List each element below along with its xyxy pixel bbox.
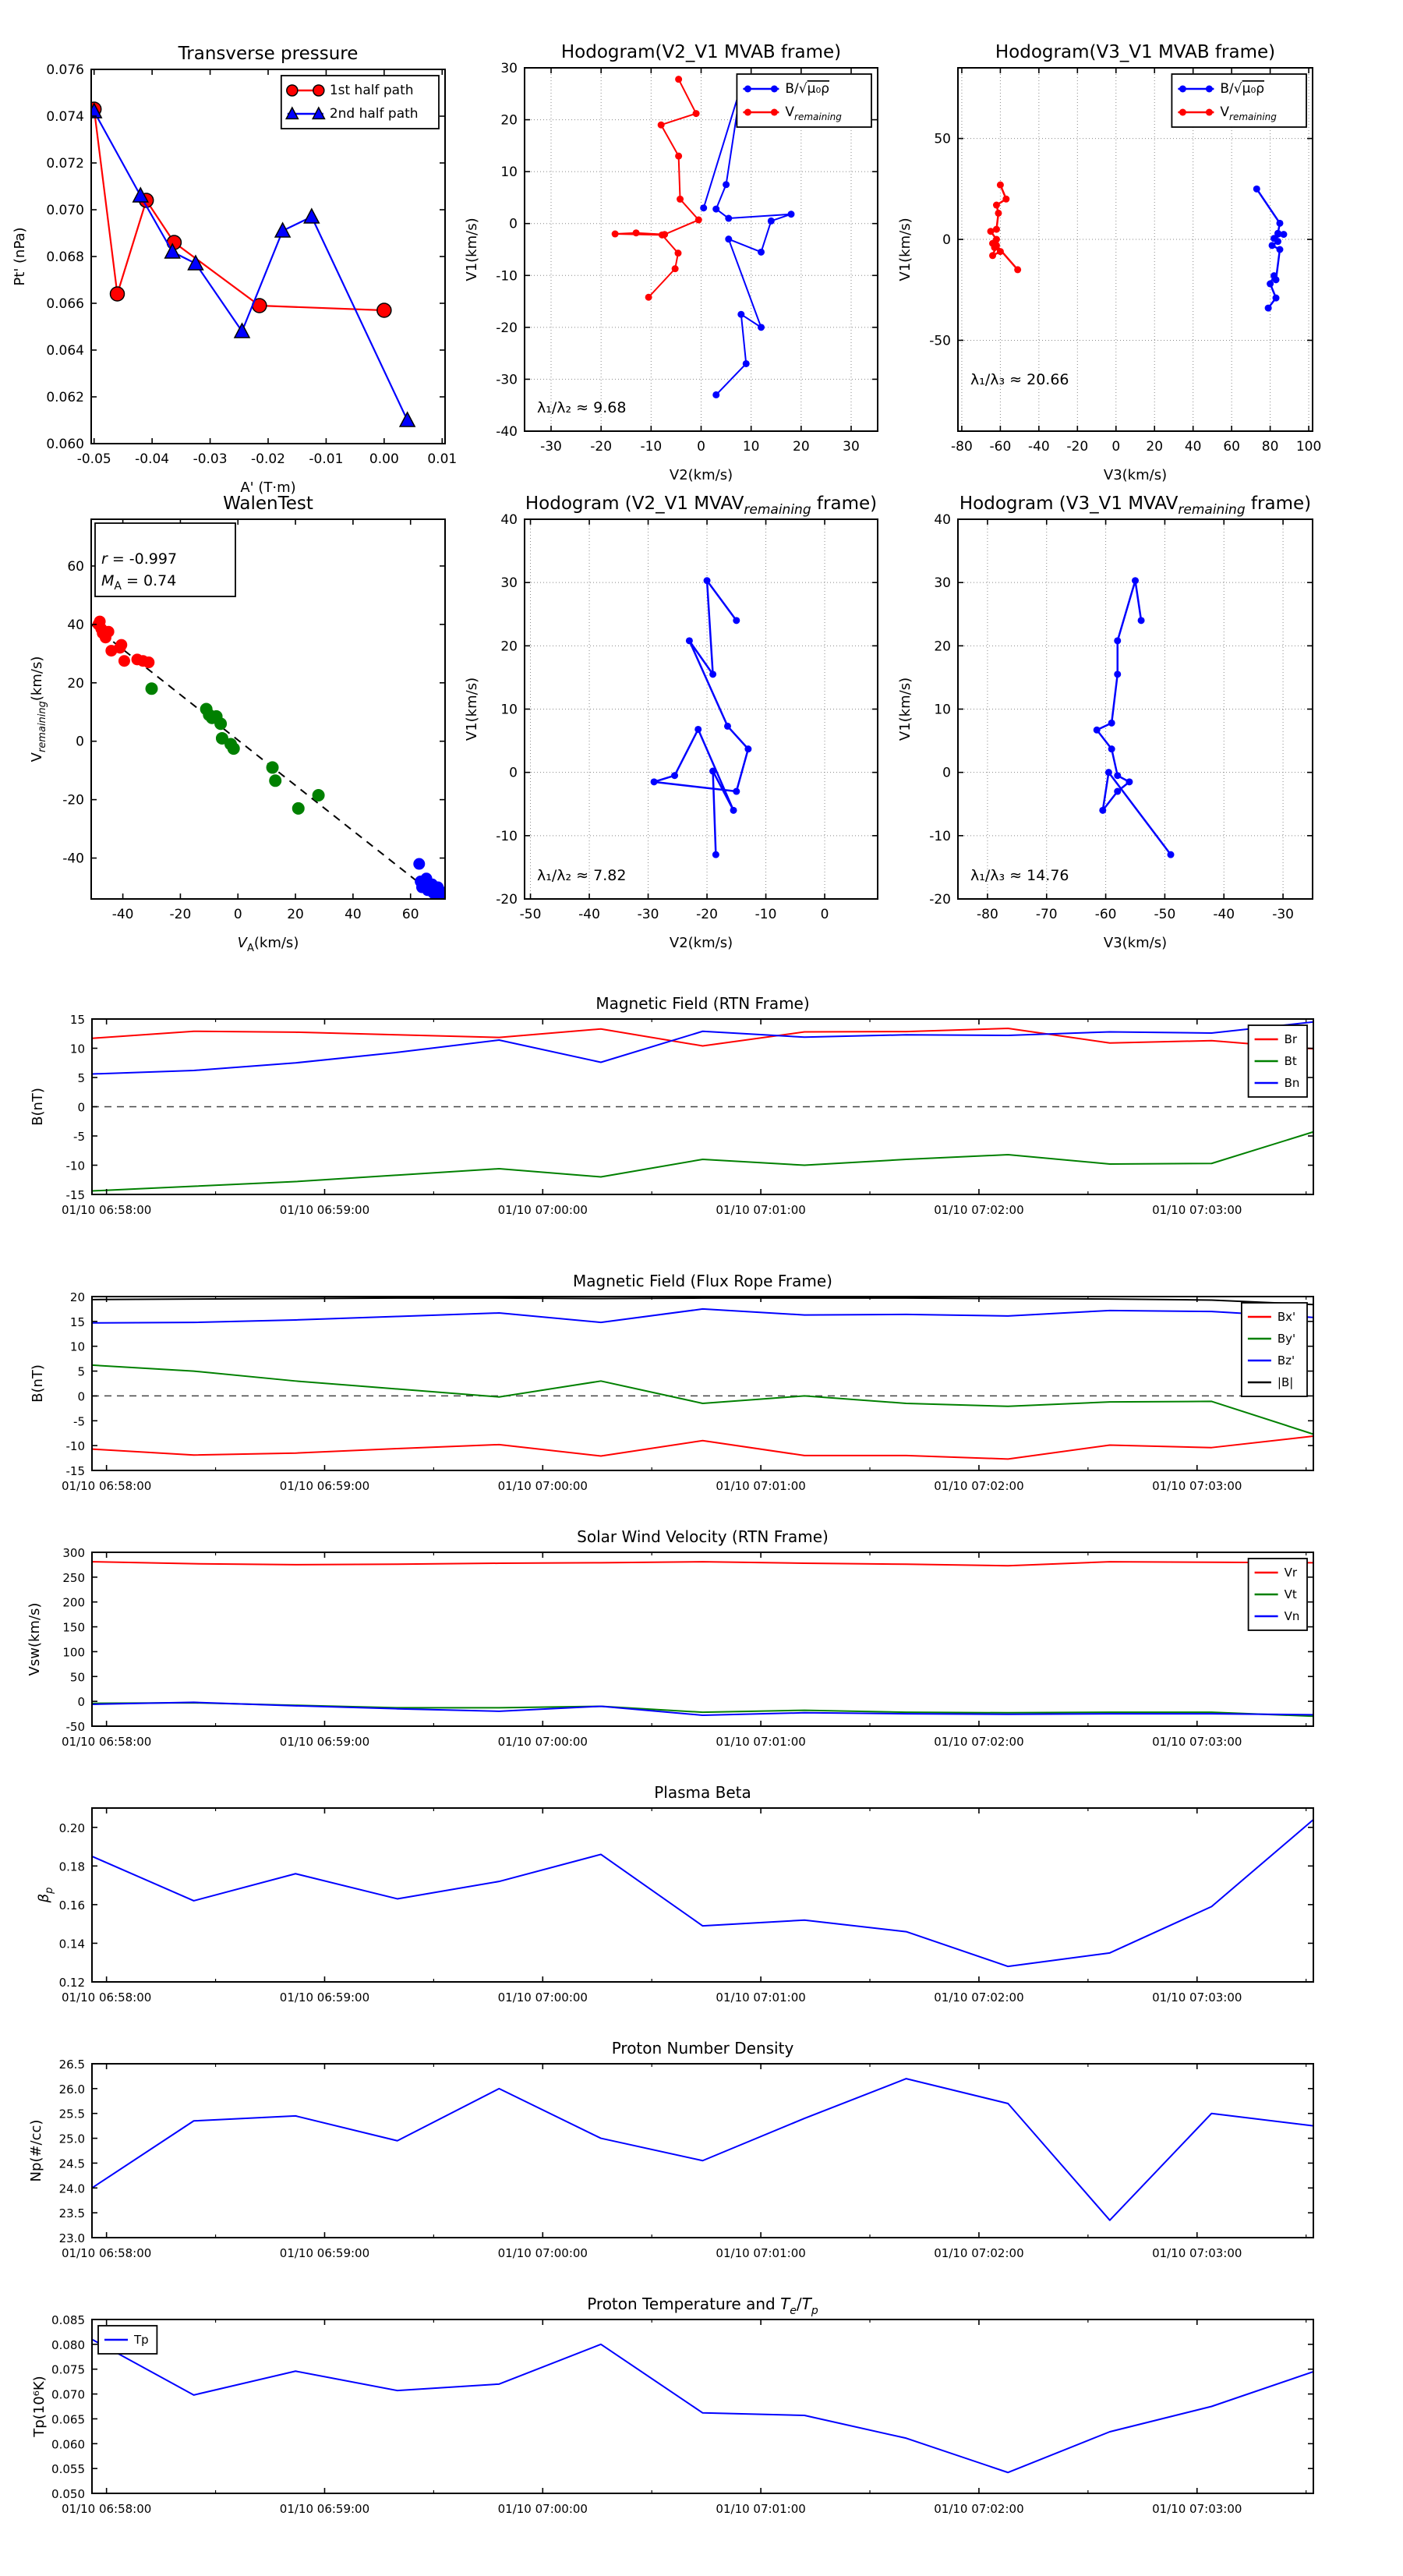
x-tick-label: 01/10 06:58:00: [61, 1735, 152, 1749]
y-tick-label: 5: [77, 1364, 85, 1379]
y-axis-label: Vsw(km/s): [27, 1602, 43, 1676]
x-tick-label: 01/10 06:58:00: [61, 1990, 152, 2005]
y-tick-label: 0: [76, 734, 84, 750]
y-tick-label: 0.060: [46, 437, 84, 452]
x-tick-label: -80: [977, 907, 998, 922]
y-tick-label: -40: [496, 424, 518, 440]
annotation-line: λ₁/λ₃ ≈ 20.66: [970, 371, 1069, 388]
y-tick-label: 0.20: [58, 1821, 85, 1835]
x-tick-label: 100: [1295, 439, 1322, 455]
x-tick-label: 01/10 07:00:00: [497, 2502, 588, 2516]
annotation-line: r = -0.997: [101, 550, 178, 568]
y-tick-label: -10: [65, 1159, 85, 1173]
x-tick-label: -60: [989, 439, 1012, 455]
legend-label: Tp: [134, 2333, 149, 2347]
y-tick-label: 10: [69, 1339, 85, 1354]
y-tick-label: 0.070: [46, 203, 84, 218]
x-tick-label: 01/10 07:00:00: [497, 1990, 588, 2005]
panel-hodogram-v3v1-mvav: [897, 494, 1313, 951]
x-tick-label: 01/10 07:02:00: [934, 2502, 1024, 2516]
panel-transverse-pressure: [12, 44, 457, 496]
x-tick-label: 01/10 07:03:00: [1152, 2502, 1242, 2516]
y-tick-label: 0.16: [58, 1898, 85, 1913]
x-tick-label: -0.02: [251, 451, 285, 467]
x-tick-label: 20: [793, 439, 810, 455]
x-tick-label: 40: [345, 907, 362, 922]
y-axis-label: $\beta_p$: [36, 1887, 55, 1903]
legend-label: |B|: [1277, 1375, 1294, 1389]
x-axis-label: $V_A(km/s)$: [237, 935, 299, 954]
legend-label: Bt: [1284, 1054, 1297, 1068]
legend-label: $V_{remaining}$: [1220, 104, 1277, 122]
y-tick-label: 0.066: [46, 296, 84, 312]
x-tick-label: -40: [578, 907, 600, 922]
legend-label: Vt: [1284, 1587, 1297, 1601]
y-tick-label: 60: [67, 558, 84, 575]
legend-label: B/√μ₀ρ: [1220, 81, 1265, 97]
x-tick-label: -50: [519, 907, 542, 922]
y-tick-label: 50: [934, 131, 951, 147]
y-tick-label: 20: [67, 675, 84, 692]
y-tick-label: 23.5: [58, 2206, 85, 2221]
x-tick-label: 10: [742, 439, 760, 455]
y-tick-label: -50: [929, 333, 951, 349]
y-tick-label: 20: [500, 112, 518, 129]
y-tick-label: 30: [934, 575, 951, 592]
y-tick-label: 0.065: [51, 2412, 85, 2427]
y-tick-label: 0.064: [46, 343, 84, 359]
panel-title: Hodogram (V3_V1 $MVAV_{remaining}$ frame): [959, 494, 1312, 518]
y-tick-label: 0.12: [58, 1976, 85, 1990]
y-tick-label: 15: [69, 1013, 85, 1027]
panel-title: Proton Temperature and $T_e/T_p$: [587, 2295, 818, 2317]
legend: [1242, 1303, 1307, 1396]
x-tick-label: 20: [1146, 439, 1164, 455]
annotation-line: λ₁/λ₂ ≈ 7.82: [537, 867, 627, 884]
x-tick-label: 01/10 07:01:00: [716, 1990, 806, 2005]
legend-label: Vr: [1284, 1566, 1298, 1580]
y-tick-label: 0: [77, 1695, 85, 1710]
y-tick-label: 0.060: [51, 2437, 85, 2452]
panel-title: WalenTest: [223, 494, 313, 514]
y-tick-label: 25.5: [58, 2107, 85, 2121]
x-tick-label: 01/10 06:59:00: [279, 1735, 370, 1749]
x-tick-label: 01/10 07:03:00: [1152, 1479, 1242, 1493]
x-tick-label: 01/10 07:00:00: [497, 2246, 588, 2260]
y-tick-label: 40: [934, 512, 951, 528]
panel-hodogram-v3v1-mvab: [897, 42, 1321, 483]
legend-label: Vn: [1284, 1609, 1300, 1623]
x-tick-label: 0: [233, 907, 242, 922]
annotation-line: $M_A = 0.74$: [101, 572, 177, 593]
x-tick-label: 01/10 06:59:00: [279, 2502, 370, 2516]
x-tick-label: 01/10 07:01:00: [716, 1203, 806, 1217]
y-tick-label: 26.0: [58, 2082, 85, 2097]
y-axis-label: B(nT): [30, 1364, 46, 1403]
x-tick-label: 01/10 07:03:00: [1152, 1203, 1242, 1217]
y-tick-label: -30: [496, 372, 518, 388]
y-tick-label: -20: [496, 892, 518, 908]
y-tick-label: 10: [69, 1042, 85, 1056]
y-tick-label: -10: [929, 828, 951, 844]
y-tick-label: 0: [509, 216, 518, 232]
x-tick-label: 20: [287, 907, 304, 922]
x-tick-label: 0.01: [427, 451, 458, 467]
y-tick-label: 30: [500, 61, 518, 76]
x-tick-label: -40: [1027, 439, 1050, 455]
y-tick-label: 10: [500, 702, 518, 718]
legend-label: 2nd half path: [329, 106, 419, 122]
x-tick-label: 01/10 06:59:00: [279, 1990, 370, 2005]
panel-magnetic-field-flux-rope: [30, 1272, 1313, 1493]
legend-label: Bz': [1277, 1353, 1295, 1368]
y-tick-label: 15: [69, 1315, 85, 1329]
x-tick-label: 01/10 07:02:00: [934, 1479, 1024, 1493]
legend-label: By': [1277, 1332, 1296, 1346]
y-tick-label: -40: [62, 851, 84, 867]
y-tick-label: 10: [934, 702, 951, 718]
y-tick-label: 5: [77, 1071, 85, 1085]
y-tick-label: 0: [942, 765, 951, 781]
annotation: [970, 867, 1069, 884]
y-tick-label: -10: [65, 1439, 85, 1454]
y-tick-label: 30: [500, 575, 518, 592]
y-tick-label: 50: [69, 1670, 85, 1685]
x-tick-label: -80: [951, 439, 973, 455]
y-tick-label: 200: [62, 1595, 85, 1610]
x-tick-label: -30: [1272, 907, 1294, 922]
x-tick-label: -10: [755, 907, 777, 922]
x-tick-label: -20: [590, 439, 613, 455]
y-tick-label: 0.068: [46, 249, 84, 265]
x-tick-label: 01/10 07:00:00: [497, 1479, 588, 1493]
y-tick-label: -15: [65, 1464, 85, 1478]
x-tick-label: 30: [843, 439, 860, 455]
y-tick-label: 0: [77, 1100, 85, 1115]
panel-title: Proton Number Density: [611, 2039, 794, 2058]
x-tick-label: -40: [1213, 907, 1235, 922]
x-tick-label: 01/10 07:02:00: [934, 2246, 1024, 2260]
panel-plasma-beta: [36, 1783, 1313, 2005]
y-tick-label: 0.050: [51, 2487, 85, 2501]
panel-magnetic-field-rtn: [30, 994, 1313, 1217]
y-tick-label: 0.076: [46, 62, 84, 78]
x-tick-label: -0.03: [193, 451, 228, 467]
x-tick-label: 01/10 06:58:00: [61, 1203, 152, 1217]
y-tick-label: 24.0: [58, 2181, 85, 2196]
y-tick-label: 0: [77, 1389, 85, 1404]
legend: [737, 74, 871, 127]
y-tick-label: 40: [500, 512, 518, 528]
panel-title: Magnetic Field (Flux Rope Frame): [573, 1272, 832, 1290]
legend: [1249, 1025, 1307, 1097]
y-tick-label: -5: [73, 1414, 85, 1429]
x-tick-label: -20: [169, 907, 192, 922]
annotation: [537, 399, 626, 416]
y-tick-label: -5: [73, 1130, 85, 1144]
y-axis-label: B(nT): [30, 1088, 46, 1126]
y-tick-label: 300: [62, 1546, 85, 1560]
y-tick-label: 0.080: [51, 2337, 85, 2352]
y-tick-label: -10: [496, 268, 518, 285]
legend-label: $V_{remaining}$: [785, 104, 842, 122]
x-tick-label: -0.05: [76, 451, 111, 467]
y-axis-label: V1(km/s): [464, 677, 480, 741]
x-tick-label: 80: [1261, 439, 1279, 455]
y-tick-label: 26.5: [58, 2058, 85, 2072]
y-axis-label: V1(km/s): [464, 218, 480, 281]
y-axis-label: V1(km/s): [897, 677, 914, 741]
legend: [98, 2326, 157, 2354]
y-tick-label: 23.0: [58, 2231, 85, 2245]
x-tick-label: -10: [640, 439, 663, 455]
y-axis-label: Tp(10⁶K): [31, 2376, 48, 2437]
y-tick-label: -50: [65, 1720, 85, 1734]
x-tick-label: -20: [1066, 439, 1089, 455]
panel-solar-wind-velocity-rtn: [27, 1527, 1313, 1749]
panel-title: Hodogram(V3_V1 MVAB frame): [995, 42, 1276, 62]
panel-title: Magnetic Field (RTN Frame): [595, 994, 810, 1013]
y-tick-label: -20: [62, 792, 84, 809]
x-tick-label: 01/10 07:01:00: [716, 1735, 806, 1749]
x-tick-label: 01/10 07:01:00: [716, 1479, 806, 1493]
y-tick-label: 100: [62, 1645, 85, 1660]
x-tick-label: 01/10 07:01:00: [716, 2246, 806, 2260]
y-tick-label: 40: [67, 617, 84, 633]
x-tick-label: 60: [401, 907, 419, 922]
y-axis-label: $V_{remaining}(km/s)$: [29, 656, 48, 763]
panel-title: Transverse pressure: [178, 44, 359, 64]
x-tick-label: 01/10 07:03:00: [1152, 1990, 1242, 2005]
y-tick-label: 0: [942, 232, 951, 249]
x-tick-label: 01/10 07:03:00: [1152, 2246, 1242, 2260]
y-tick-label: 24.5: [58, 2157, 85, 2171]
x-tick-label: 01/10 06:58:00: [61, 2246, 152, 2260]
y-tick-label: 0.085: [51, 2313, 85, 2327]
y-tick-label: 10: [500, 165, 518, 181]
legend-label: Bx': [1277, 1310, 1296, 1324]
x-tick-label: 01/10 07:03:00: [1152, 1735, 1242, 1749]
x-axis-label: A' (T·m): [240, 479, 296, 496]
panel-hodogram-v2v1-mvab: [464, 42, 878, 483]
x-tick-label: 0: [820, 907, 829, 922]
y-tick-label: 0.14: [58, 1937, 85, 1951]
x-tick-label: -30: [637, 907, 659, 922]
x-tick-label: 0: [1111, 439, 1121, 455]
legend-label: 1st half path: [329, 83, 414, 98]
panel-hodogram-v2v1-mvav: [464, 494, 878, 951]
y-tick-label: 0: [509, 765, 518, 781]
panel-title: Hodogram (V2_V1 $MVAV_{remaining}$ frame): [525, 494, 878, 518]
x-tick-label: 01/10 07:02:00: [934, 1990, 1024, 2005]
x-tick-label: 01/10 06:58:00: [61, 1479, 152, 1493]
annotation-line: λ₁/λ₂ ≈ 9.68: [537, 399, 627, 416]
x-tick-label: -60: [1094, 907, 1117, 922]
x-tick-label: -70: [1035, 907, 1058, 922]
x-tick-label: 60: [1223, 439, 1240, 455]
legend-label: B/√μ₀ρ: [785, 81, 830, 97]
x-axis-label: V3(km/s): [1103, 935, 1168, 951]
x-axis-label: V2(km/s): [669, 467, 733, 483]
y-axis-label: Pt' (nPa): [12, 227, 28, 286]
y-tick-label: -20: [929, 892, 951, 908]
x-tick-label: 01/10 06:59:00: [279, 1203, 370, 1217]
legend: [1249, 1559, 1307, 1630]
x-axis-label: V3(km/s): [1103, 467, 1168, 483]
x-tick-label: -20: [696, 907, 718, 922]
panel-proton-number-density: [28, 2039, 1313, 2260]
panel-title: Solar Wind Velocity (RTN Frame): [577, 1527, 829, 1546]
y-tick-label: 0.055: [51, 2462, 85, 2477]
y-tick-label: 20: [500, 639, 518, 655]
panel-title: Plasma Beta: [654, 1783, 751, 1802]
panel-title: Hodogram(V2_V1 MVAB frame): [560, 42, 842, 62]
y-axis-label: Np(#/cc): [28, 2119, 44, 2182]
annotation: [970, 371, 1069, 388]
x-tick-label: 01/10 07:02:00: [934, 1735, 1024, 1749]
y-tick-label: 0.18: [58, 1859, 85, 1874]
y-tick-label: 0.062: [46, 390, 84, 405]
y-tick-label: 0.075: [51, 2362, 85, 2377]
annotation-line: λ₁/λ₃ ≈ 14.76: [970, 867, 1069, 884]
x-tick-label: 01/10 07:02:00: [934, 1203, 1024, 1217]
x-axis-label: V2(km/s): [669, 935, 733, 951]
y-tick-label: 250: [62, 1570, 85, 1585]
x-tick-label: -50: [1154, 907, 1176, 922]
annotation: [537, 867, 626, 884]
x-tick-label: 01/10 06:59:00: [279, 1479, 370, 1493]
x-tick-label: -0.01: [309, 451, 344, 467]
panel-proton-temperature: [31, 2295, 1313, 2516]
x-tick-label: -40: [111, 907, 134, 922]
x-tick-label: 01/10 06:59:00: [279, 2246, 370, 2260]
x-tick-label: 01/10 07:00:00: [497, 1735, 588, 1749]
y-tick-label: -20: [496, 320, 518, 336]
y-tick-label: -10: [496, 828, 518, 844]
legend: [281, 76, 439, 129]
y-tick-label: 20: [69, 1290, 85, 1304]
y-tick-label: 0.070: [51, 2387, 85, 2402]
y-tick-label: 20: [934, 639, 951, 655]
y-tick-label: -15: [65, 1188, 85, 1202]
x-tick-label: 01/10 06:58:00: [61, 2502, 152, 2516]
y-tick-label: 25.0: [58, 2132, 85, 2146]
x-tick-label: 01/10 07:00:00: [497, 1203, 588, 1217]
legend-label: Br: [1284, 1032, 1298, 1046]
legend: [1172, 74, 1306, 127]
x-tick-label: -0.04: [135, 451, 170, 467]
legend-label: Bn: [1284, 1076, 1300, 1090]
x-tick-label: 40: [1184, 439, 1202, 455]
x-tick-label: 0: [697, 439, 705, 455]
y-tick-label: 0.072: [46, 156, 84, 172]
x-tick-label: 01/10 07:01:00: [716, 2502, 806, 2516]
y-tick-label: 0.074: [46, 109, 84, 125]
y-tick-label: 150: [62, 1620, 85, 1635]
y-axis-label: V1(km/s): [897, 218, 914, 281]
x-tick-label: -30: [540, 439, 562, 455]
x-tick-label: 0.00: [369, 451, 399, 467]
